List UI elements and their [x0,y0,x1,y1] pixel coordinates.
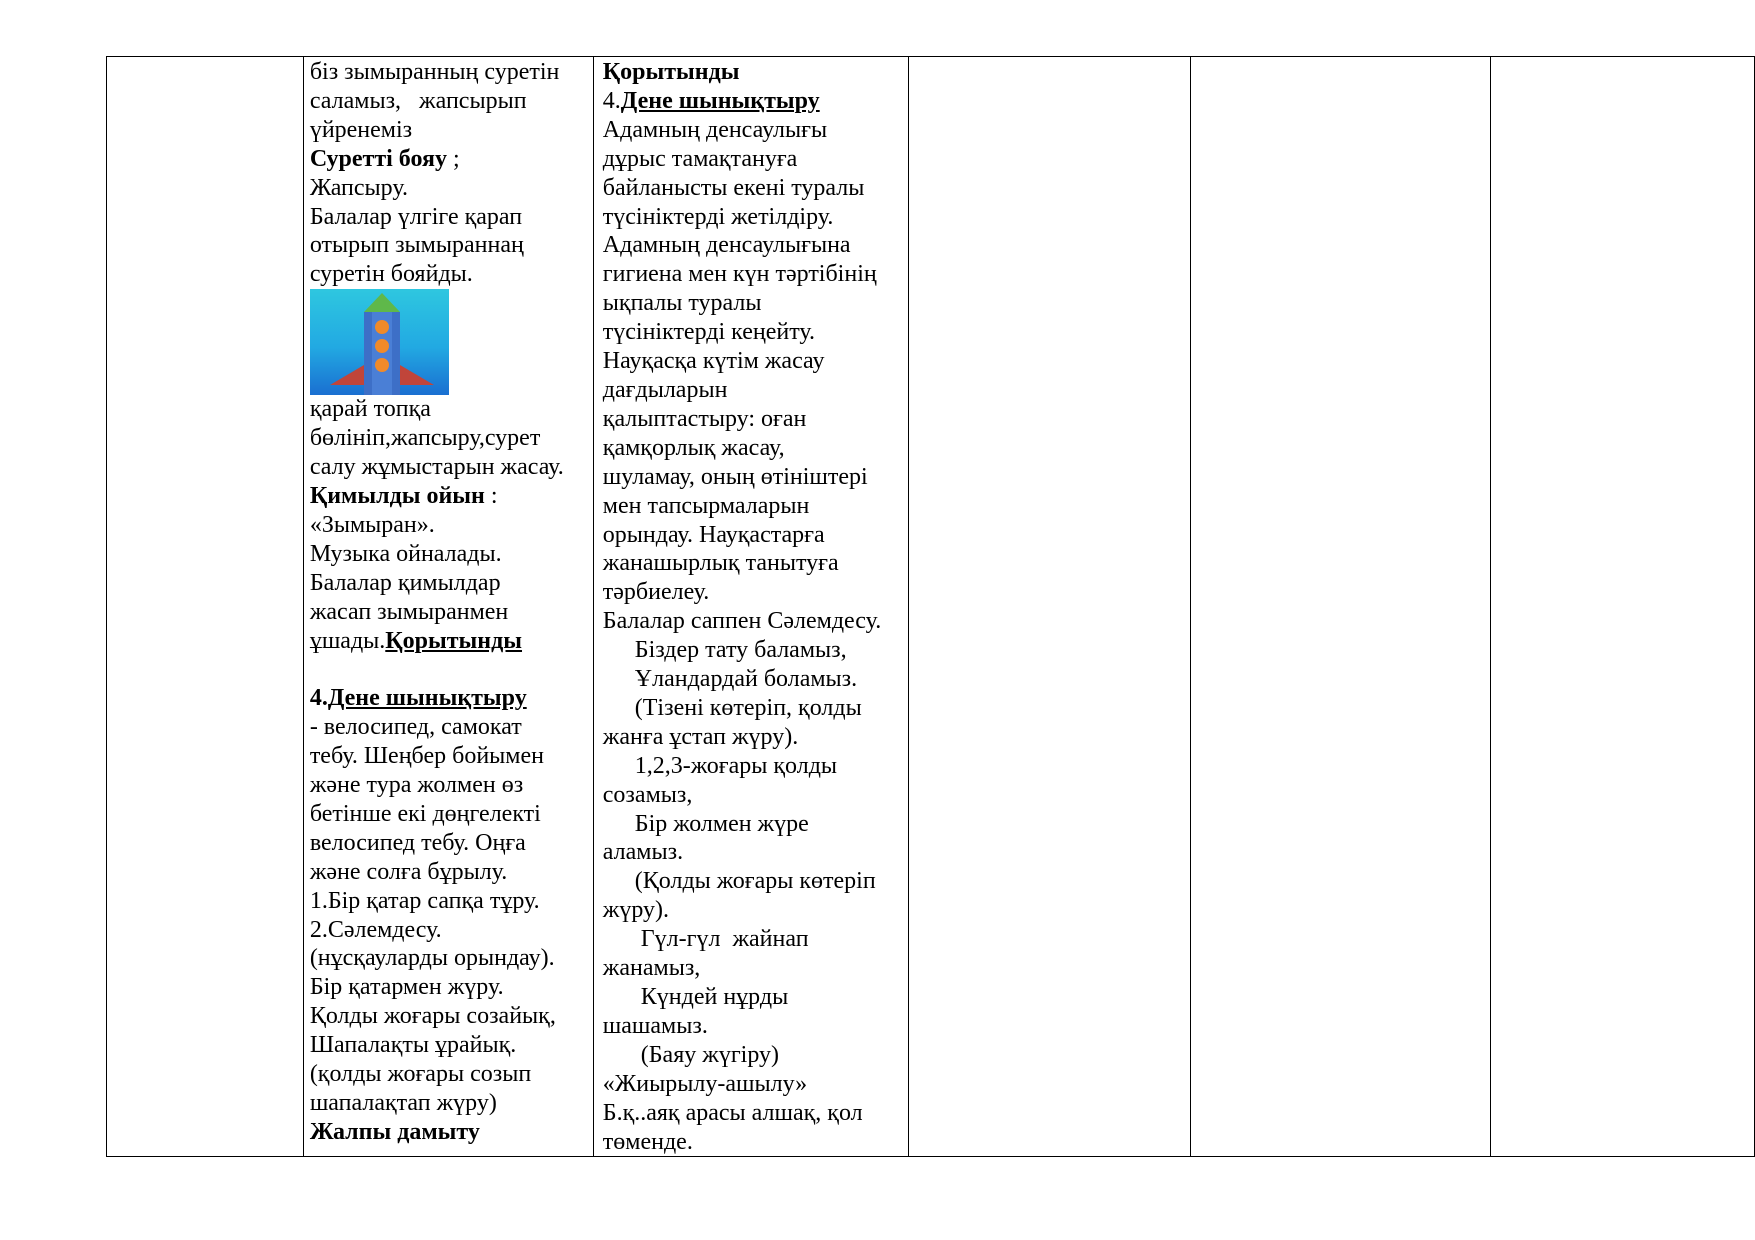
text-line: ұшады. [309,627,386,654]
text-line: төменде. [602,1128,693,1155]
text-line: түсініктерді кеңейту. [602,319,815,346]
poem-line: Бір жолмен жүре [634,810,809,837]
poem-line: (Баяу жүгіру) [640,1041,780,1068]
section-number: 4. [309,685,328,712]
text-line: жанға ұстап жүру). [602,723,799,750]
text-line: 2.Сәлемдесу. [309,916,442,943]
table-cell-empty-1 [107,57,304,1157]
table-cell-activities [303,57,593,1157]
text-line: орындау. Науқастарға [602,521,825,548]
text-line: байланысты екені туралы [602,174,865,201]
text-line: гигиена мен күн тәртібінің [602,261,877,288]
text-line: Балалар саппен Сәлемдесу. [602,608,882,635]
text-line: Балалар қимылдар [309,569,501,596]
text-line: велосипед тебу. Оңға [309,829,526,856]
text-line: Балалар үлгіге қарап [309,203,523,230]
text-line: Науқасқа күтім жасау [602,348,825,375]
section-number: 4. [602,87,621,114]
text-line: Адамның денсаулығына [602,232,851,259]
text-line: (қолды жоғары созып [309,1061,532,1088]
text-line: біз зымыранның суретін [309,59,560,85]
text-line: - велосипед, самокат [309,714,522,741]
text-line: «Зымыран». [309,511,435,538]
text-line: үйренеміз [309,116,413,143]
poem-line: Күндей нұрды [640,984,789,1010]
movement-game-heading: Қимылды ойын [309,482,485,509]
lesson-plan-table [106,56,1755,1157]
poem-line: (Қолды жоғары көтеріп [634,868,876,895]
physical-education-heading: Дене шынықтыру [327,685,527,712]
text-line: жанамыз, [602,955,701,982]
general-development-heading: Жалпы дамыту [309,1118,480,1145]
physical-education-text [594,57,908,1156]
text-line: Шапалақты ұрайық. [309,1032,517,1059]
text-line: жанашырлық танытуға [602,550,839,577]
text-line: жасап зымыранмен [309,598,509,625]
text-line: Адамның денсаулығы [602,116,828,143]
conclusion-heading: Қорытынды [385,627,523,654]
text-line: тәрбиелеу. [602,579,710,606]
text-line: қамқорлық жасау, [602,434,785,461]
text-line: Музыка ойналады. [309,540,502,567]
text-line: мен тапсырмаларын [602,492,810,519]
text-line: ықпалы туралы [602,290,762,317]
table-cell-physical-education [593,57,908,1157]
poem-line: Ұландардай боламыз. [634,666,858,693]
text-line: шапалақтап жүру) [309,1090,497,1116]
text-line: салу жұмыстарын жасау. [309,454,564,481]
table-cell-empty-5 [1191,57,1491,1157]
table-row [107,57,1755,1157]
poem-line: Гүл-гүл жайнап [640,926,809,953]
text-line: ; [447,145,460,172]
rocket-picture [310,289,449,395]
text-line: саламыз, жапсырып [309,87,527,114]
text-line: Бір қатармен жүру. [309,974,504,1001]
poem-line: (Тізені көтеріп, қолды [634,694,862,721]
coloring-heading: Суретті бояу [309,145,448,172]
text-line: 1.Бір қатар сапқа тұру. [309,887,540,914]
text-line: шашамыз. [602,1012,708,1039]
text-line: Б.қ..аяқ арасы алшақ, қол [602,1099,863,1126]
physical-education-heading: Дене шынықтыру [620,87,820,114]
text-line: Жапсыру. [309,174,408,201]
text-line: созамыз, [602,781,693,808]
table-cell-empty-6 [1491,57,1755,1157]
activities-text [304,57,593,1147]
text-line: аламыз. [602,839,684,866]
conclusion-heading: Қорытынды [602,59,740,85]
text-line: жүру). [602,897,670,924]
text-line: түсініктерді жетілдіру. [602,203,834,230]
text-line: бетінше екі дөңгелекті [309,800,541,827]
text-line: және солға бұрылу. [309,858,508,885]
text-line: : [484,482,498,509]
text-line: тебу. Шеңбер бойымен [309,743,544,770]
text-line: Қолды жоғары созайық, [309,1003,556,1030]
text-line: және тура жолмен өз [309,772,524,799]
text-line: суретін бояйды. [309,261,473,288]
text-line: дұрыс тамақтануға [602,145,798,172]
text-line: қарай топқа [309,396,431,423]
poem-line: Біздер тату баламыз, [634,637,847,664]
poem-line: 1,2,3-жоғары қолды [634,752,838,779]
text-line: (нұсқауларды орындау). [309,945,555,972]
text-line: шуламау, оның өтініштері [602,463,868,490]
text-line: отырып зымыраннаң [309,232,524,259]
text-line: бөлініп,жапсыру,сурет [309,425,541,452]
text-line: қалыптастыру: оған [602,405,807,432]
table-cell-empty-4 [908,57,1191,1157]
text-line: дағдыларын [602,376,728,403]
text-line: «Жиырылу-ашылу» [602,1070,808,1097]
